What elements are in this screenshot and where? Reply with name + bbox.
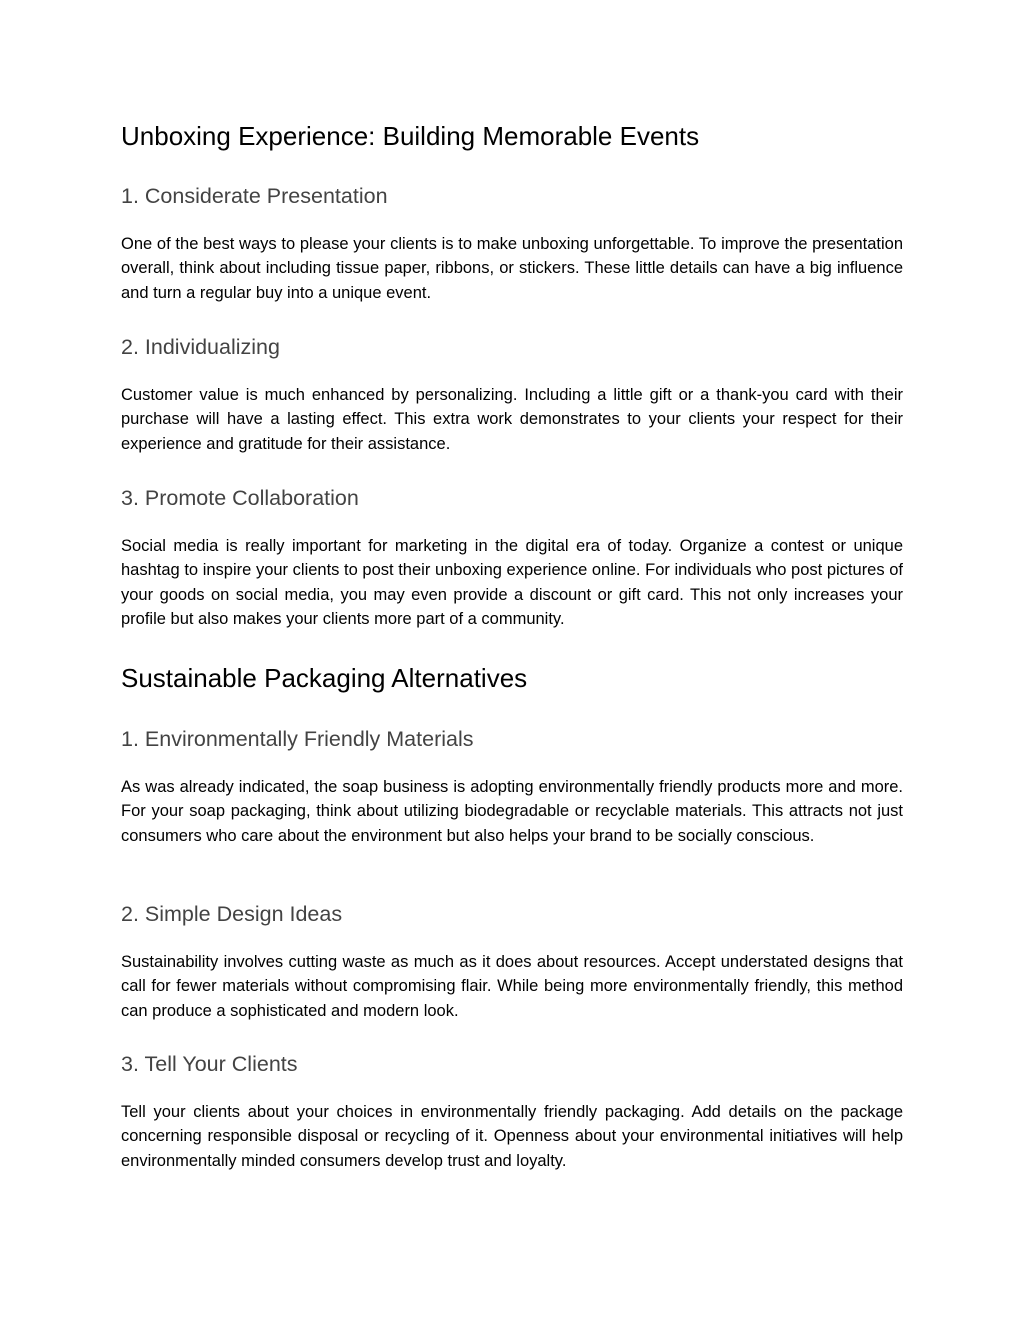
section-heading-unboxing: Unboxing Experience: Building Memorable Events [121,121,700,151]
paragraph-simple-design-ideas: Sustainability involves cutting waste as much as it does about resources. Accept understated designs that call for fewer materials without compromising flair. While being more environmentally friendly, this method can produce a sophisticated and modern look. [121,953,903,1020]
paragraph-tell-your-clients: Tell your clients about your choices in environmentally friendly packaging. Add details on the package concerning responsible disposal or recycling of it. Openness about your environmental initiatives will help environmentally minded consumers develop trust and loyalty. [121,1103,903,1170]
subheading-considerate-presentation: 1. Considerate Presentation [121,184,388,208]
subheading-environmentally-friendly-materials: 1. Environmentally Friendly Materials [121,727,474,751]
subheading-individualizing: 2. Individualizing [121,335,280,359]
section-heading-sustainable-packaging: Sustainable Packaging Alternatives [121,663,528,693]
subheading-promote-collaboration: 3. Promote Collaboration [121,486,359,510]
paragraph-promote-collaboration: Social media is really important for marketing in the digital era of today. Organize a contest or unique hashtag to inspire your clients to post their unboxing experience online. For individuals who post pictures of your goods on social media, you may even provide a discount or gift card. This not only increases your profile but also makes your clients more part of a community. [121,537,903,628]
subheading-simple-design-ideas: 2. Simple Design Ideas [121,902,343,926]
paragraph-individualizing: Customer value is much enhanced by personalizing. Including a little gift or a thank-you card with their purchase will have a lasting effect. This extra work demonstrates to your clients your respect for their experience and gratitude for their assistance. [121,386,903,453]
subheading-tell-your-clients: 3. Tell Your Clients [121,1052,298,1076]
paragraph-considerate-presentation: One of the best ways to please your clients is to make unboxing unforgettable. To improve the presentation overall, think about including tissue paper, ribbons, or stickers. These little details can have a big influence and turn a regular buy into a unique event. [121,235,903,302]
paragraph-environmentally-friendly-materials: As was already indicated, the soap business is adopting environmentally friendly products more and more. For your soap packaging, think about utilizing biodegradable or recyclable materials. This attracts not just consumers who care about the environment but also helps your brand to be socially conscious. [121,778,903,845]
